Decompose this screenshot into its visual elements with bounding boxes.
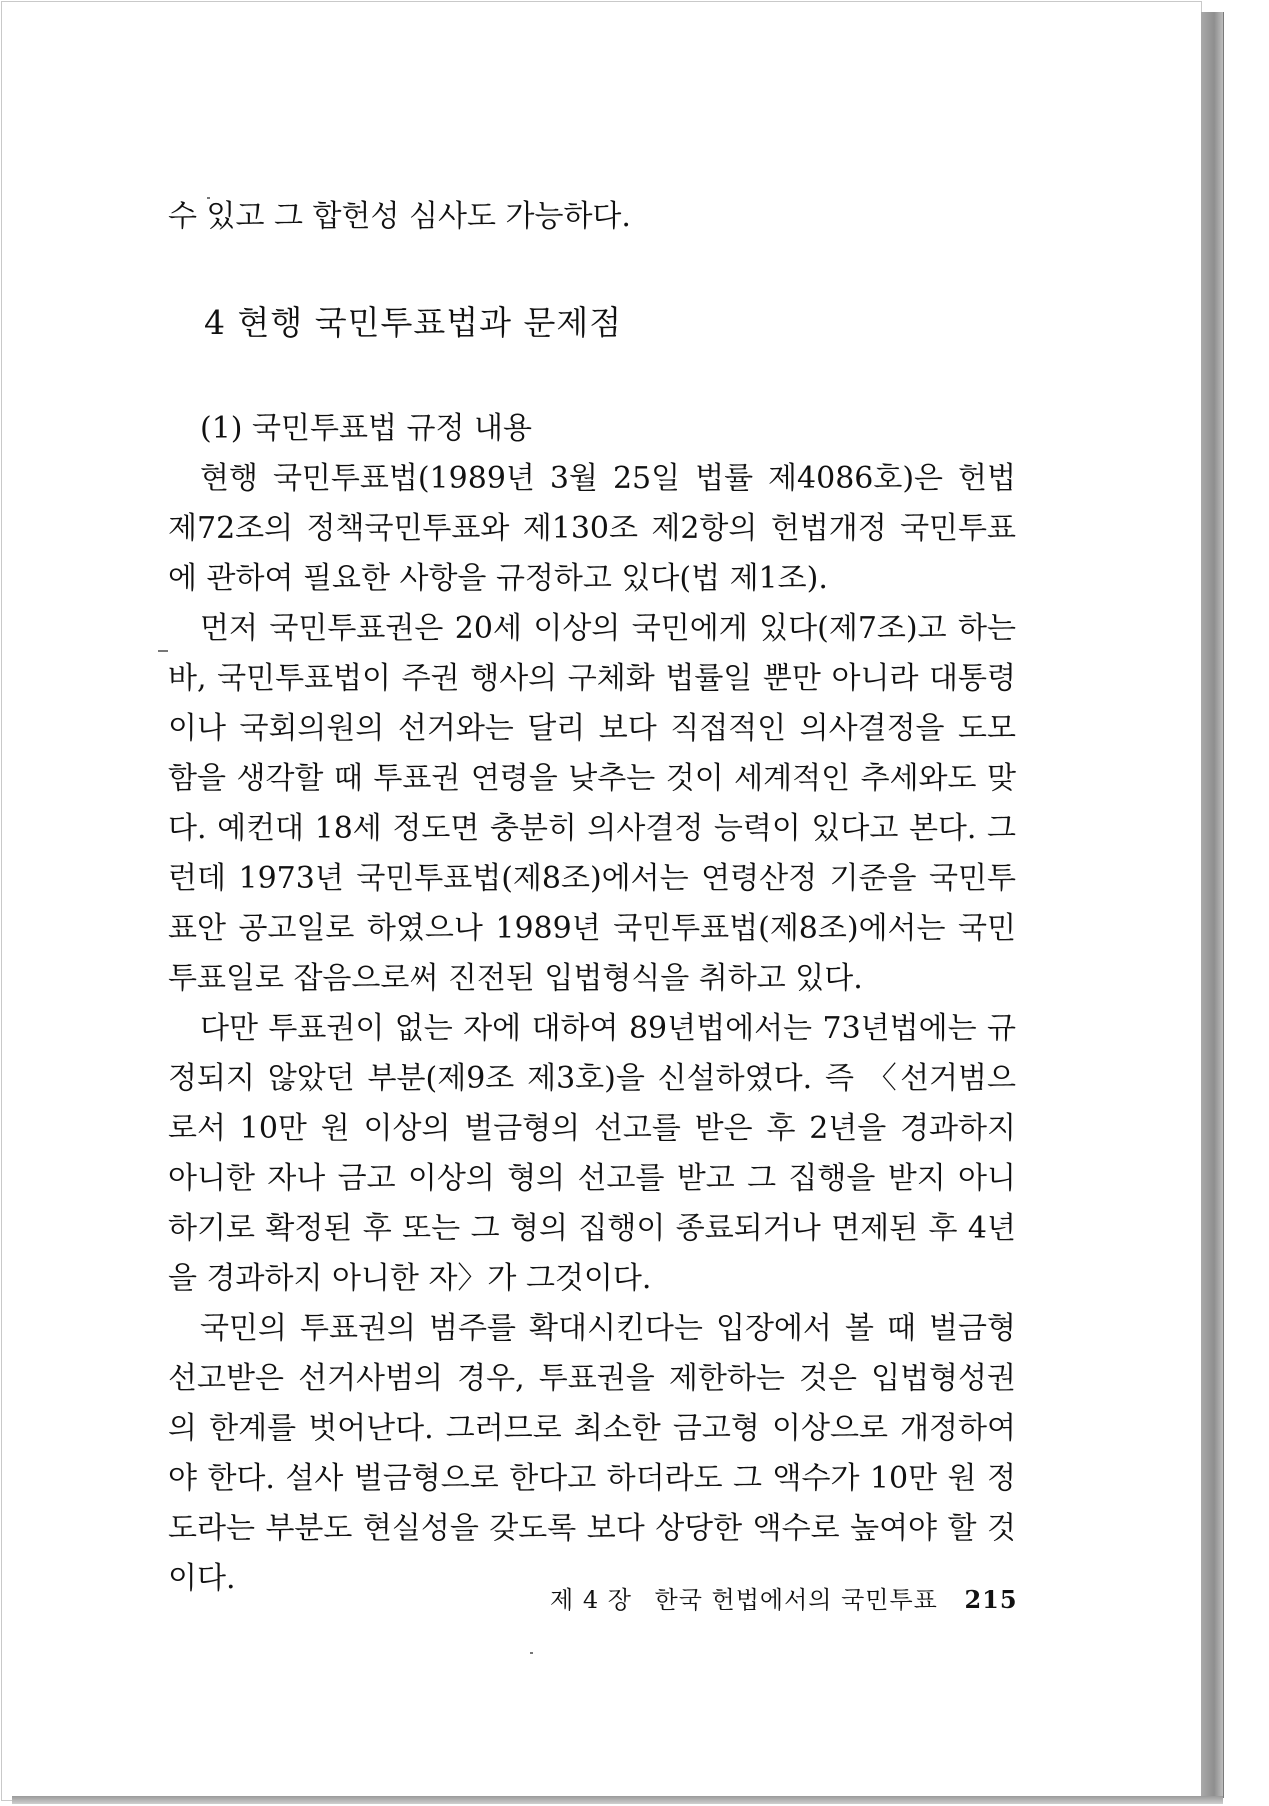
continued-text-line: 수 있고 그 합헌성 심사도 가능하다. <box>168 199 631 234</box>
footer-title: 한국 헌법에서의 국민투표 <box>654 1586 938 1614</box>
scan-speck <box>207 197 210 199</box>
subsection-heading: (1) 국민투표법 규정 내용 <box>200 411 532 446</box>
page-body <box>168 192 1016 1604</box>
section-heading: 4 현행 국민투표법과 문제점 <box>204 303 623 342</box>
page-bottom-shadow <box>12 1796 1223 1804</box>
scan-speck <box>530 1652 533 1654</box>
paragraph: 다만 투표권이 없는 자에 대하여 89년법에서는 73년법에는 규정되지 않았던 부분(제9조 제3호)을 신설하였다. 즉 〈선거범으로서 10만 원 이상의 벌금형의 선고를 받은 후 2년을 경과하지 아니한 자나 금고 이상의 형의 선고를 받고 그 집행을 받지 아니하기로 확정된 후 또는 그 형의 집행이 종료되거나 면제된 후 4년을 경과하지 아니한 자〉가 그것이다. <box>168 1011 1016 1296</box>
paragraph: 먼저 국민투표권은 20세 이상의 국민에게 있다(제7조)고 하는 바, 국민투표법이 주권 행사의 구체화 법률일 뿐만 아니라 대통령이나 국회의원의 선거와는 달리 보다 직접적인 의사결정을 도모함을 생각할 때 투표권 연령을 낮추는 것이 세계적인 추세와도 맞다. 예컨대 18세 정도면 충분히 의사결정 능력이 있다고 본다. 그런데 1973년 국민투표법(제8조)에서는 연령산정 기준을 국민투표안 공고일로 하였으나 1989년 국민투표법(제8조)에서는 국민투표일로 잡음으로써 진전된 입법형식을 취하고 있다. <box>168 611 1016 996</box>
page-edge-shadow <box>1201 12 1224 1798</box>
scan-speck <box>158 650 168 652</box>
page-number: 215 <box>964 1585 1018 1614</box>
paragraph: 국민의 투표권의 범주를 확대시킨다는 입장에서 볼 때 벌금형 선고받은 선거사범의 경우, 투표권을 제한하는 것은 입법형성권의 한계를 벗어난다. 그러므로 최소한 금고형 이상으로 개정하여야 한다. 설사 벌금형으로 한다고 하더라도 그 액수가 10만 원 정도라는 부분도 현실성을 갖도록 보다 상당한 액수로 높여야 할 것이다. <box>168 1311 1016 1596</box>
paragraph: 현행 국민투표법(1989년 3월 25일 법률 제4086호)은 헌법 제72조의 정책국민투표와 제130조 제2항의 헌법개정 국민투표에 관하여 필요한 사항을 규정하고 있다(법 제1조). <box>168 461 1016 596</box>
running-footer <box>550 1584 1018 1616</box>
footer-chapter: 제 4 장 <box>550 1586 632 1614</box>
document-page <box>1 1 1202 1801</box>
